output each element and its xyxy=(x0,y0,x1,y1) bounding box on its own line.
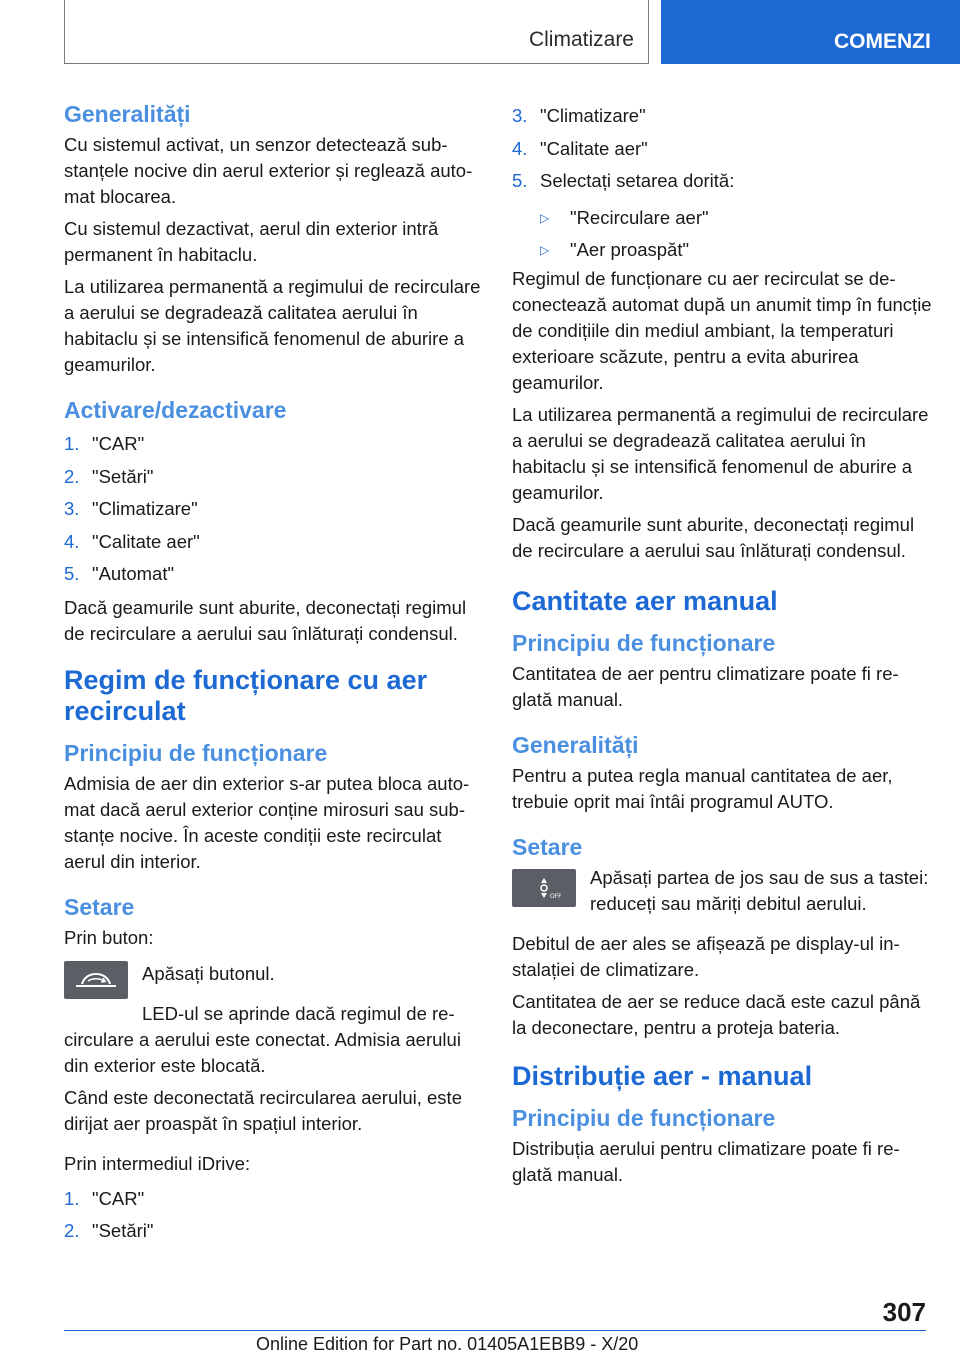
fan-off-label: OFF xyxy=(550,892,562,900)
list-item: 3. "Climatizare" xyxy=(512,105,646,126)
list-item: 2. "Setări" xyxy=(64,1220,154,1241)
left-column xyxy=(64,100,484,1252)
paragraph: Dacă geamurile sunt aburite, deconectați regimul de recirculare a aerului sau înlăturați condensul. xyxy=(512,513,915,561)
fan-button-row xyxy=(512,865,932,923)
footer-edition-text: Online Edition for Part no. 01405A1EBB9 - X/20 xyxy=(256,1334,639,1354)
header-box xyxy=(64,0,649,64)
fan-button-icon xyxy=(512,869,576,907)
section-principiu: Principiu de funcționare xyxy=(64,739,328,766)
list-item: 3. "Climatizare" xyxy=(64,498,198,519)
list-item: ▷ "Aer proaspăt" xyxy=(540,234,932,266)
list-item: 4. "Calitate aer" xyxy=(512,137,648,159)
paragraph: Cantitatea de aer pentru climatizare poate fi reglată manual. xyxy=(512,662,899,710)
paragraph: LED-ul se aprinde dacă regimul de recirculare a aerului este conectat. Admisia aerului din exterior este blocată. xyxy=(64,1002,461,1076)
paragraph: La utilizarea permanentă a regimului de recirculare a aerului se degradează calitatea aerului în habitaclu și se intensifică fenomenul de aburire a geamurilor. xyxy=(64,276,481,375)
paragraph: La utilizarea permanentă a regimului de recirculare a aerului se degradează calitatea aerului în habitaclu și se intensifică fenomenul de aburire a geamurilor. xyxy=(512,403,929,503)
recirculation-button-icon xyxy=(64,961,128,999)
paragraph: Cu sistemul dezactivat, aerul din exterior intră permanent în habitaclu. xyxy=(64,218,439,265)
recirculation-button-row xyxy=(64,957,484,1003)
header-tab-comenzi[interactable]: COMENZI xyxy=(661,0,960,64)
options-list xyxy=(512,202,932,266)
section-principiu: Principiu de funcționare xyxy=(512,1104,776,1131)
list-item: 1. "CAR" xyxy=(64,433,145,454)
section-cantitate-aer: Cantitate aer manual xyxy=(512,585,778,616)
steps-list xyxy=(512,100,932,198)
footer-divider xyxy=(64,1330,926,1331)
section-generalitati: Generalități xyxy=(64,101,191,127)
section-principiu: Principiu de funcționare xyxy=(512,629,776,656)
paragraph: Apăsați partea de jos sau de sus a tastei: reduceți sau măriți debitul aerului. xyxy=(590,866,929,914)
paragraph: Debitul de aer ales se afișează pe display-ul instalației de climatizare. xyxy=(512,932,900,980)
steps-list xyxy=(64,1183,484,1248)
section-regim-recirculat: Regim de funcționare cu aer recirculat xyxy=(64,664,428,726)
triangle-bullet-icon: ▷ xyxy=(540,210,550,225)
list-item: 5. "Automat" xyxy=(64,563,175,584)
section-activare: Activare/dezactivare xyxy=(64,397,287,423)
list-item: 5. Selectați setarea dorită: xyxy=(512,170,735,191)
section-setare: Setare xyxy=(512,833,583,860)
paragraph: Cu sistemul activat, un senzor detectează substanțele nocive din aerul exterior și reglează automat blocarea. xyxy=(64,134,473,207)
paragraph: Apăsați butonul. xyxy=(142,962,275,984)
header-section-title: Climatizare xyxy=(528,28,634,51)
paragraph: Cantitatea de aer se reduce dacă este cazul până la deconectare, pentru a proteja bateria. xyxy=(512,990,921,1038)
right-column xyxy=(512,100,932,1194)
section-setare: Setare xyxy=(64,893,135,920)
list-item: ▷ "Recirculare aer" xyxy=(540,202,932,234)
paragraph: Prin buton: xyxy=(64,926,154,948)
paragraph: Pentru a putea regla manual cantitatea de aer, trebuie oprit mai întâi programul AUTO. xyxy=(512,764,893,812)
list-item: 1. "CAR" xyxy=(64,1187,145,1209)
paragraph: Regimul de funcționare cu aer recirculat se deconectează automat după un anumit timp în funcție de condițiile din mediul ambiant, la temperaturi exterioare scăzute, pentru a evita aburirea geamurilor. xyxy=(512,267,932,393)
list-item: 4. "Calitate aer" xyxy=(64,530,200,552)
paragraph: Prin intermediul iDrive: xyxy=(64,1152,251,1174)
steps-list xyxy=(64,428,484,591)
paragraph: Distribuția aerului pentru climatizare poate fi reglată manual. xyxy=(512,1137,900,1185)
paragraph: Admisia de aer din exterior s-ar putea bloca automat dacă aerul exterior conține mirosuri sau substanțe nocive. În aceste condiții este recirculat aerul din interior. xyxy=(64,772,470,872)
section-generalitati: Generalități xyxy=(512,731,639,758)
paragraph: Dacă geamurile sunt aburite, deconectați regimul de recirculare a aerului sau înlăturați condensul. xyxy=(64,596,467,644)
page-number: 307 xyxy=(882,1297,926,1327)
list-item: 2. "Setări" xyxy=(64,465,154,487)
triangle-bullet-icon: ▷ xyxy=(540,242,550,257)
section-distributie-aer: Distribuție aer - manual xyxy=(512,1060,813,1091)
paragraph: Când este deconectată recircularea aerului, este dirijat aer proaspăt în spațiul interior. xyxy=(64,1086,462,1134)
